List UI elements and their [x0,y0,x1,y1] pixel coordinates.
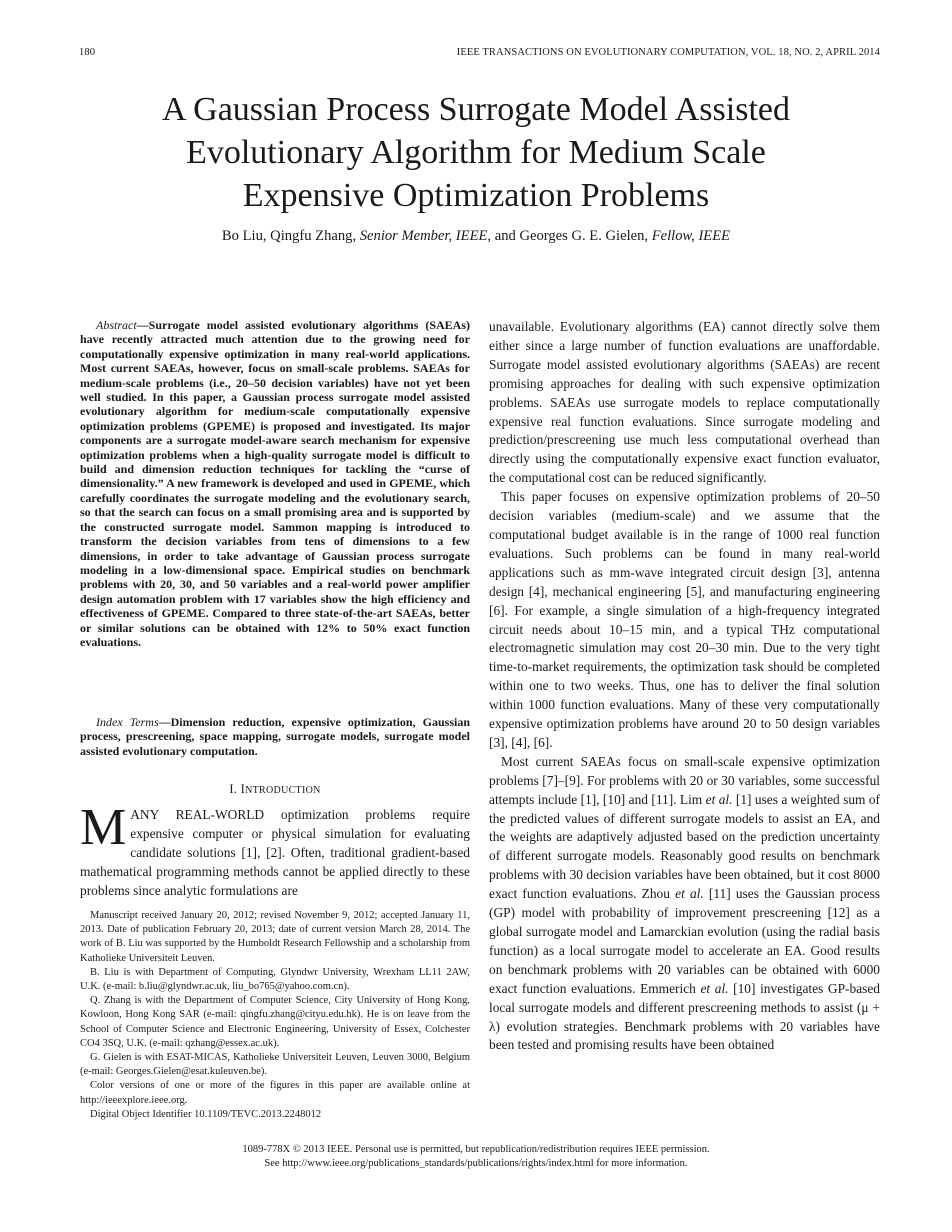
footer-line-1: 1089-778X © 2013 IEEE. Personal use is permitted, but republication/redistribution requires IEEE permission. [242,1144,710,1155]
abstract-text: —Surrogate model assisted evolutionary algorithms (SAEAs) have recently attracted much attention due to the growing need for computationally expensive optimization in many real-world applications. Most current SAEAs, however, focus on small-scale problems. SAEAs for medium-scale problems (i.e., 20–50 decision variables) have not yet been well studied. In this paper, a Gaussian process surrogate model assisted evolutionary algorithm for medium-scale computationally expensive optimization problems (GPEME) is proposed and investigated. Its major components are a surrogate model-aware search mechanism for expensive optimization problems when a high-quality surrogate model is difficult to build and dimension reduction techniques for tackling the “curse of dimensionality.” A new framework is developed and used in GPEME, which carefully coordinates the surrogate modeling and the evolutionary search, so that the search can focus on a small promising area and is supported by the constructed surrogate model. Sammon mapping is introduced to transform the decision variables from tens of dimensions to a few dimensions, in order to take advantage of Gaussian process surrogate modeling in a low-dimensional space. Empirical studies on benchmark problems with 20, 30, and 50 variables and a real-world power amplifier design automation problem with 17 variables show the high efficiency and effectiveness of GPEME. Compared to three state-of-the-art SAEAs, better or similar solutions can be obtained with 12% to 50% exact function evaluations. [80,318,470,649]
intro-paragraph [80,799,471,901]
author-role-2: Fellow, IEEE [651,228,731,244]
author-role-1: Senior Member, IEEE, [359,228,492,244]
footnote: G. Gielen is with ESAT-MICAS, Katholieke Universiteit Leuven, Leuven 3000, Belgium (e-mail: Georges.Gielen@esat.kuleuven.be). [80,1052,470,1078]
author-names-2: and Georges G. E. Gielen, [494,228,649,244]
drop-cap: M [80,799,127,856]
author-names-1: Bo Liu, Qingfu Zhang, [221,228,357,244]
p3-part-a: Most current SAEAs focus on small-scale expensive optimization problems [7]–[9]. For problems with 20 or 30 variables, some successful attempts include [1], [10] and [11]. Lim [489,753,880,807]
page-number: 180 [79,47,96,58]
p3-part-c: [11] uses the Gaussian process (GP) model with probability of improvement prescreening [12] as a global surrogate model and Lamarckian evolution (using the radial basis function) as a local surrogate model to accelerate an EA. Good results on benchmark problems with 20 variables can be obtained with 6000 exact function evaluations. Emmerich [489,886,880,996]
title-line: Evolutionary Algorithm for Medium Scale [186,134,766,171]
footnote: Manuscript received January 20, 2012; revised November 9, 2012; accepted January 11, 2013. Date of publication February 20, 2013; date of current version March 28, 2014. The work of B. Liu was supported by the Humboldt Research Fellowship and a scholarship from Katholieke Universiteit Leuven. [80,910,470,964]
footnote: B. Liu is with Department of Computing, Glyndwr University, Wrexham LL11 2AW, U.K. (e-mail: b.liu@glyndwr.ac.uk, liu_bo765@yahoo.com.cn). [80,966,470,993]
abstract-label: Abstract [96,318,137,332]
intro-text: optimization problems require expensive computer or physical simulation for evaluating candidate solutions [1], [2]. Often, traditional gradient-based mathematical programming methods cannot be applied directly to these problems since analytic formulations are [80,807,471,898]
right-column [489,318,880,1055]
copyright-footer [60,1143,892,1171]
body-paragraph: This paper focuses on expensive optimization problems of 20–50 decision variables (medium-scale) and we assume that the computational budget available is in the range of 1000 real function evaluations. Such problems can be found in many real-world applications such as mm-wave integrated circuit design [3], antenna design [4], mechanical engineering [5], and manufacturing engineering [6]. For example, a single simulation of a high-frequency integrated circuit needs about 10–15 min, and a typical THz computational electromagnetic simulation may cost 20–30 min. Due to the very tight time-to-market requirements, the optimization task should be completed within one to two weeks. Thus, one has to deliver the final solution within 1000 function evaluations. Many of these very computationally expensive optimization problems have around 20 to 50 design variables [3], [4], [6]. [489,489,880,750]
section-title-first: I [240,782,246,796]
section-title-rest: NTRODUCTION [245,785,321,796]
et-al: et al. [675,886,704,902]
p3-part-d: [10] investigates GP-based local surrogate models and different prescreening methods to assist (μ + λ) evolution strategies. Benchmark problems with 20 variables have been tested and promising results have been obtained [489,980,880,1053]
footnote: Digital Object Identifier 10.1109/TEVC.2013.2248012 [90,1108,322,1120]
abstract [80,318,470,649]
running-header: IEEE TRANSACTIONS ON EVOLUTIONARY COMPUTATION, VOL. 18, NO. 2, APRIL 2014 [456,47,880,58]
et-al: et al. [700,980,729,996]
footer-line-2: See http://www.ieee.org/publications_standards/publications/rights/index.html for more information. [264,1158,688,1169]
footnotes [80,909,470,1122]
author-line [60,228,892,245]
title-line: A Gaussian Process Surrogate Model Assisted [161,91,790,128]
index-terms-text: —Dimension reduction, expensive optimization, Gaussian process, prescreening, space mapping, surrogate models, surrogate model assisted evolutionary computation. [80,715,470,758]
paper-title [60,88,892,217]
index-terms [80,715,470,758]
index-terms-label: Index Terms [96,715,159,729]
section-number: I. [229,782,238,796]
intro-lead: ANY REAL-WORLD [130,807,265,822]
footnote: Color versions of one or more of the figures in this paper are available online at http://ieeexplore.ieee.org. [80,1080,470,1106]
section-heading [80,782,470,797]
body-paragraph [489,753,880,1056]
p3-part-b: [1] uses a weighted sum of the predicted values of different surrogate models to assist an EA, and the weights are adaptively adjusted based on the prediction uncertainty of different surrogate models. Reasonably good results on benchmark problems with 30 decision variables have been obtained, but it cost 8000 exact function evaluations. Zhou [489,791,881,902]
body-paragraph: unavailable. Evolutionary algorithms (EA) cannot directly solve them either since a large number of function evaluations are unaffordable. Surrogate model assisted evolutionary algorithms (SAEAs) are recent promising approaches for dealing with such expensive optimization problems. SAEAs use surrogate models to replace computationally expensive real function evaluations. Since surrogate modeling and prediction/prescreening use much less computational overhead than directly using the computationally expensive exact function evaluator, the computational cost can be reduced significantly. [489,319,880,486]
footnote: Q. Zhang is with the Department of Computer Science, City University of Hong Kong, Kowloon, Hong Kong SAR (e-mail: qingfu.zhang@cityu.edu.hk). He is on leave from the School of Computer Science and Electronic Engineering, University of Essex, Colchester CO4 3SQ, U.K. (e-mail: qzhang@essex.ac.uk). [80,995,470,1049]
et-al: et al. [705,791,733,807]
title-line: Expensive Optimization Problems [242,177,710,214]
